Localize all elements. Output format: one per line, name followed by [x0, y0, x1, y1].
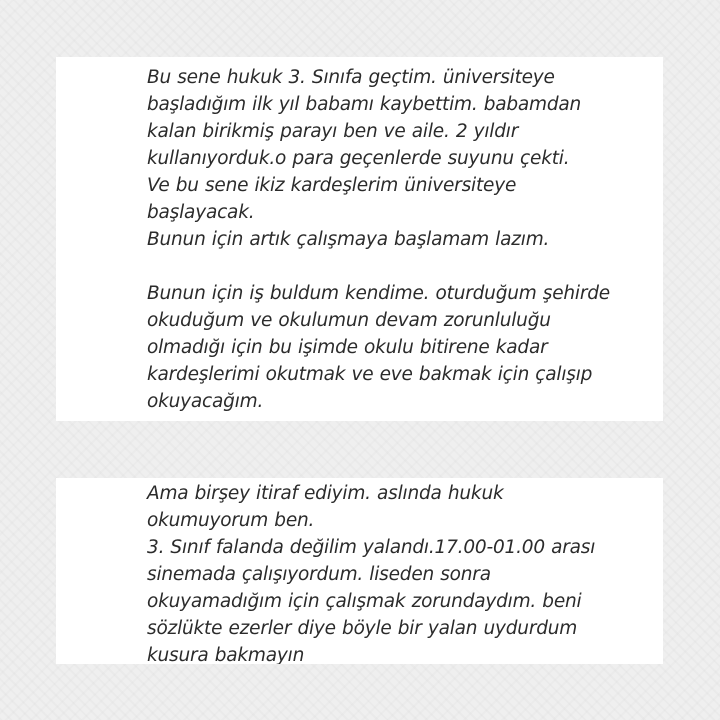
- text-line: 3. Sınıf falanda değilim yalandı.17.00-01.00 arası: [147, 537, 596, 558]
- text-line: kardeşlerimi okutmak ve eve bakmak için çalışıp: [147, 364, 593, 385]
- text-line: başladığım ilk yıl babamı kaybettim. babamdan: [147, 94, 582, 115]
- text-line: kalan birikmiş parayı ben ve aile. 2 yıldır: [147, 121, 519, 142]
- text-line: okuyacağım.: [147, 391, 264, 412]
- text-line: Bunun için artık çalışmaya başlamam lazım.: [147, 229, 550, 250]
- note-1-text: [147, 64, 653, 415]
- text-line: Ama birşey itiraf ediyim. aslında hukuk: [147, 483, 504, 504]
- paragraph-gap: [147, 253, 653, 280]
- text-line: kusura bakmayın: [147, 645, 305, 664]
- text-line: okumuyorum ben.: [147, 510, 315, 531]
- note-card-1: [56, 57, 663, 421]
- text-line: okuyamadığım için çalışmak zorundaydım. beni: [147, 591, 582, 612]
- text-line: kullanıyorduk.o para geçenlerde suyunu çekti.: [147, 148, 570, 169]
- text-line: okuduğum ve okulumun devam zorunluluğu: [147, 310, 551, 331]
- note-2-text: [147, 480, 653, 664]
- text-line: Ve bu sene ikiz kardeşlerim üniversiteye: [147, 175, 517, 196]
- text-line: sinemada çalışıyordum. liseden sonra: [147, 564, 491, 585]
- text-line: Bunun için iş buldum kendime. oturduğum şehirde: [147, 283, 610, 304]
- note-card-2: [56, 478, 663, 664]
- text-line: Bu sene hukuk 3. Sınıfa geçtim. üniversiteye: [147, 67, 555, 88]
- text-line: başlayacak.: [147, 202, 255, 223]
- text-line: sözlükte ezerler diye böyle bir yalan uydurdum: [147, 618, 578, 639]
- text-line: olmadığı için bu işimde okulu bitirene kadar: [147, 337, 548, 358]
